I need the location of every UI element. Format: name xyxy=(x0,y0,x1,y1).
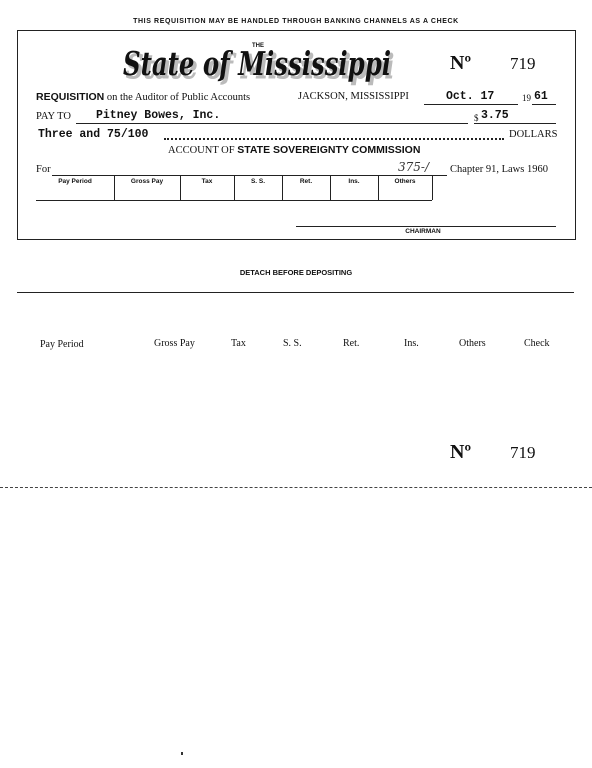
account-prefix: ACCOUNT OF xyxy=(168,145,235,156)
stub-col-others: Others xyxy=(459,338,486,349)
col-pay-period: Pay Period xyxy=(58,178,92,185)
year-suffix: 61 xyxy=(534,90,548,103)
amount-value: 3.75 xyxy=(481,109,509,122)
account-line xyxy=(168,144,420,156)
col-tax: Tax xyxy=(201,178,213,185)
dollar-sign: $ xyxy=(474,113,479,123)
detach-notice: DETACH BEFORE DEPOSITING xyxy=(239,268,353,277)
location: JACKSON, MISSISSIPPI xyxy=(298,91,409,102)
detach-line xyxy=(17,292,574,293)
requisition-text: on the Auditor of Public Accounts xyxy=(106,92,251,103)
svg-text:State of Mississippi: State of Mississippi xyxy=(126,47,394,86)
pay-to-label: PAY TO xyxy=(36,111,71,122)
svg-text:State of Mississippi: State of Mississippi xyxy=(123,44,391,83)
date-month-day: Oct. 17 xyxy=(446,90,495,103)
col-ss: S. S. xyxy=(250,178,266,185)
col-ret: Ret. xyxy=(299,178,313,185)
stub-col-ins: Ins. xyxy=(404,338,419,349)
payee-line xyxy=(76,123,468,124)
number-label: Nº xyxy=(450,52,472,74)
chairman-signature-line xyxy=(296,226,556,227)
words-fill-dots xyxy=(164,138,504,140)
col-ins: Ins. xyxy=(348,178,360,185)
grid-divider xyxy=(432,175,433,200)
stub-col-tax: Tax xyxy=(231,338,246,349)
date-line xyxy=(424,104,518,105)
col-gross-pay: Gross Pay xyxy=(130,178,164,185)
stub-col-pay-period: Pay Period xyxy=(40,339,84,350)
account-code: 375-/ xyxy=(398,160,430,174)
stub-number-label: Nº xyxy=(450,441,472,463)
payee: Pitney Bowes, Inc. xyxy=(96,109,221,122)
logo-graphic xyxy=(118,38,398,86)
for-label: For xyxy=(36,164,51,175)
stub-number: 719 xyxy=(510,443,536,462)
account-name: STATE SOVEREIGNTY COMMISSION xyxy=(237,144,421,156)
requisition-line xyxy=(36,91,250,103)
stub-col-ret: Ret. xyxy=(343,338,360,349)
stub-col-gross-pay: Gross Pay xyxy=(154,338,195,349)
stub-col-ss: S. S. xyxy=(283,338,302,349)
year-line xyxy=(532,104,556,105)
amount-in-words: Three and 75/100 xyxy=(38,128,149,141)
perforation-line xyxy=(0,487,592,488)
svg-text:THE: THE xyxy=(252,43,264,49)
dollars-label: DOLLARS xyxy=(509,129,558,140)
col-others: Others xyxy=(394,178,416,185)
requisition-label: REQUISITION xyxy=(36,91,105,103)
payroll-grid xyxy=(36,175,432,201)
state-of-mississippi-logo xyxy=(118,38,398,86)
chapter-reference: Chapter 91, Laws 1960 xyxy=(450,164,548,175)
stub-col-check: Check xyxy=(524,338,550,349)
amount-line xyxy=(474,123,556,124)
banking-notice: THIS REQUISITION MAY BE HANDLED THROUGH BANKING CHANNELS AS A CHECK xyxy=(133,18,459,25)
paper-speck xyxy=(181,752,183,755)
requisition-number: 719 xyxy=(510,54,536,73)
year-prefix: 19 xyxy=(522,93,531,103)
chairman-label: CHAIRMAN xyxy=(405,228,441,235)
